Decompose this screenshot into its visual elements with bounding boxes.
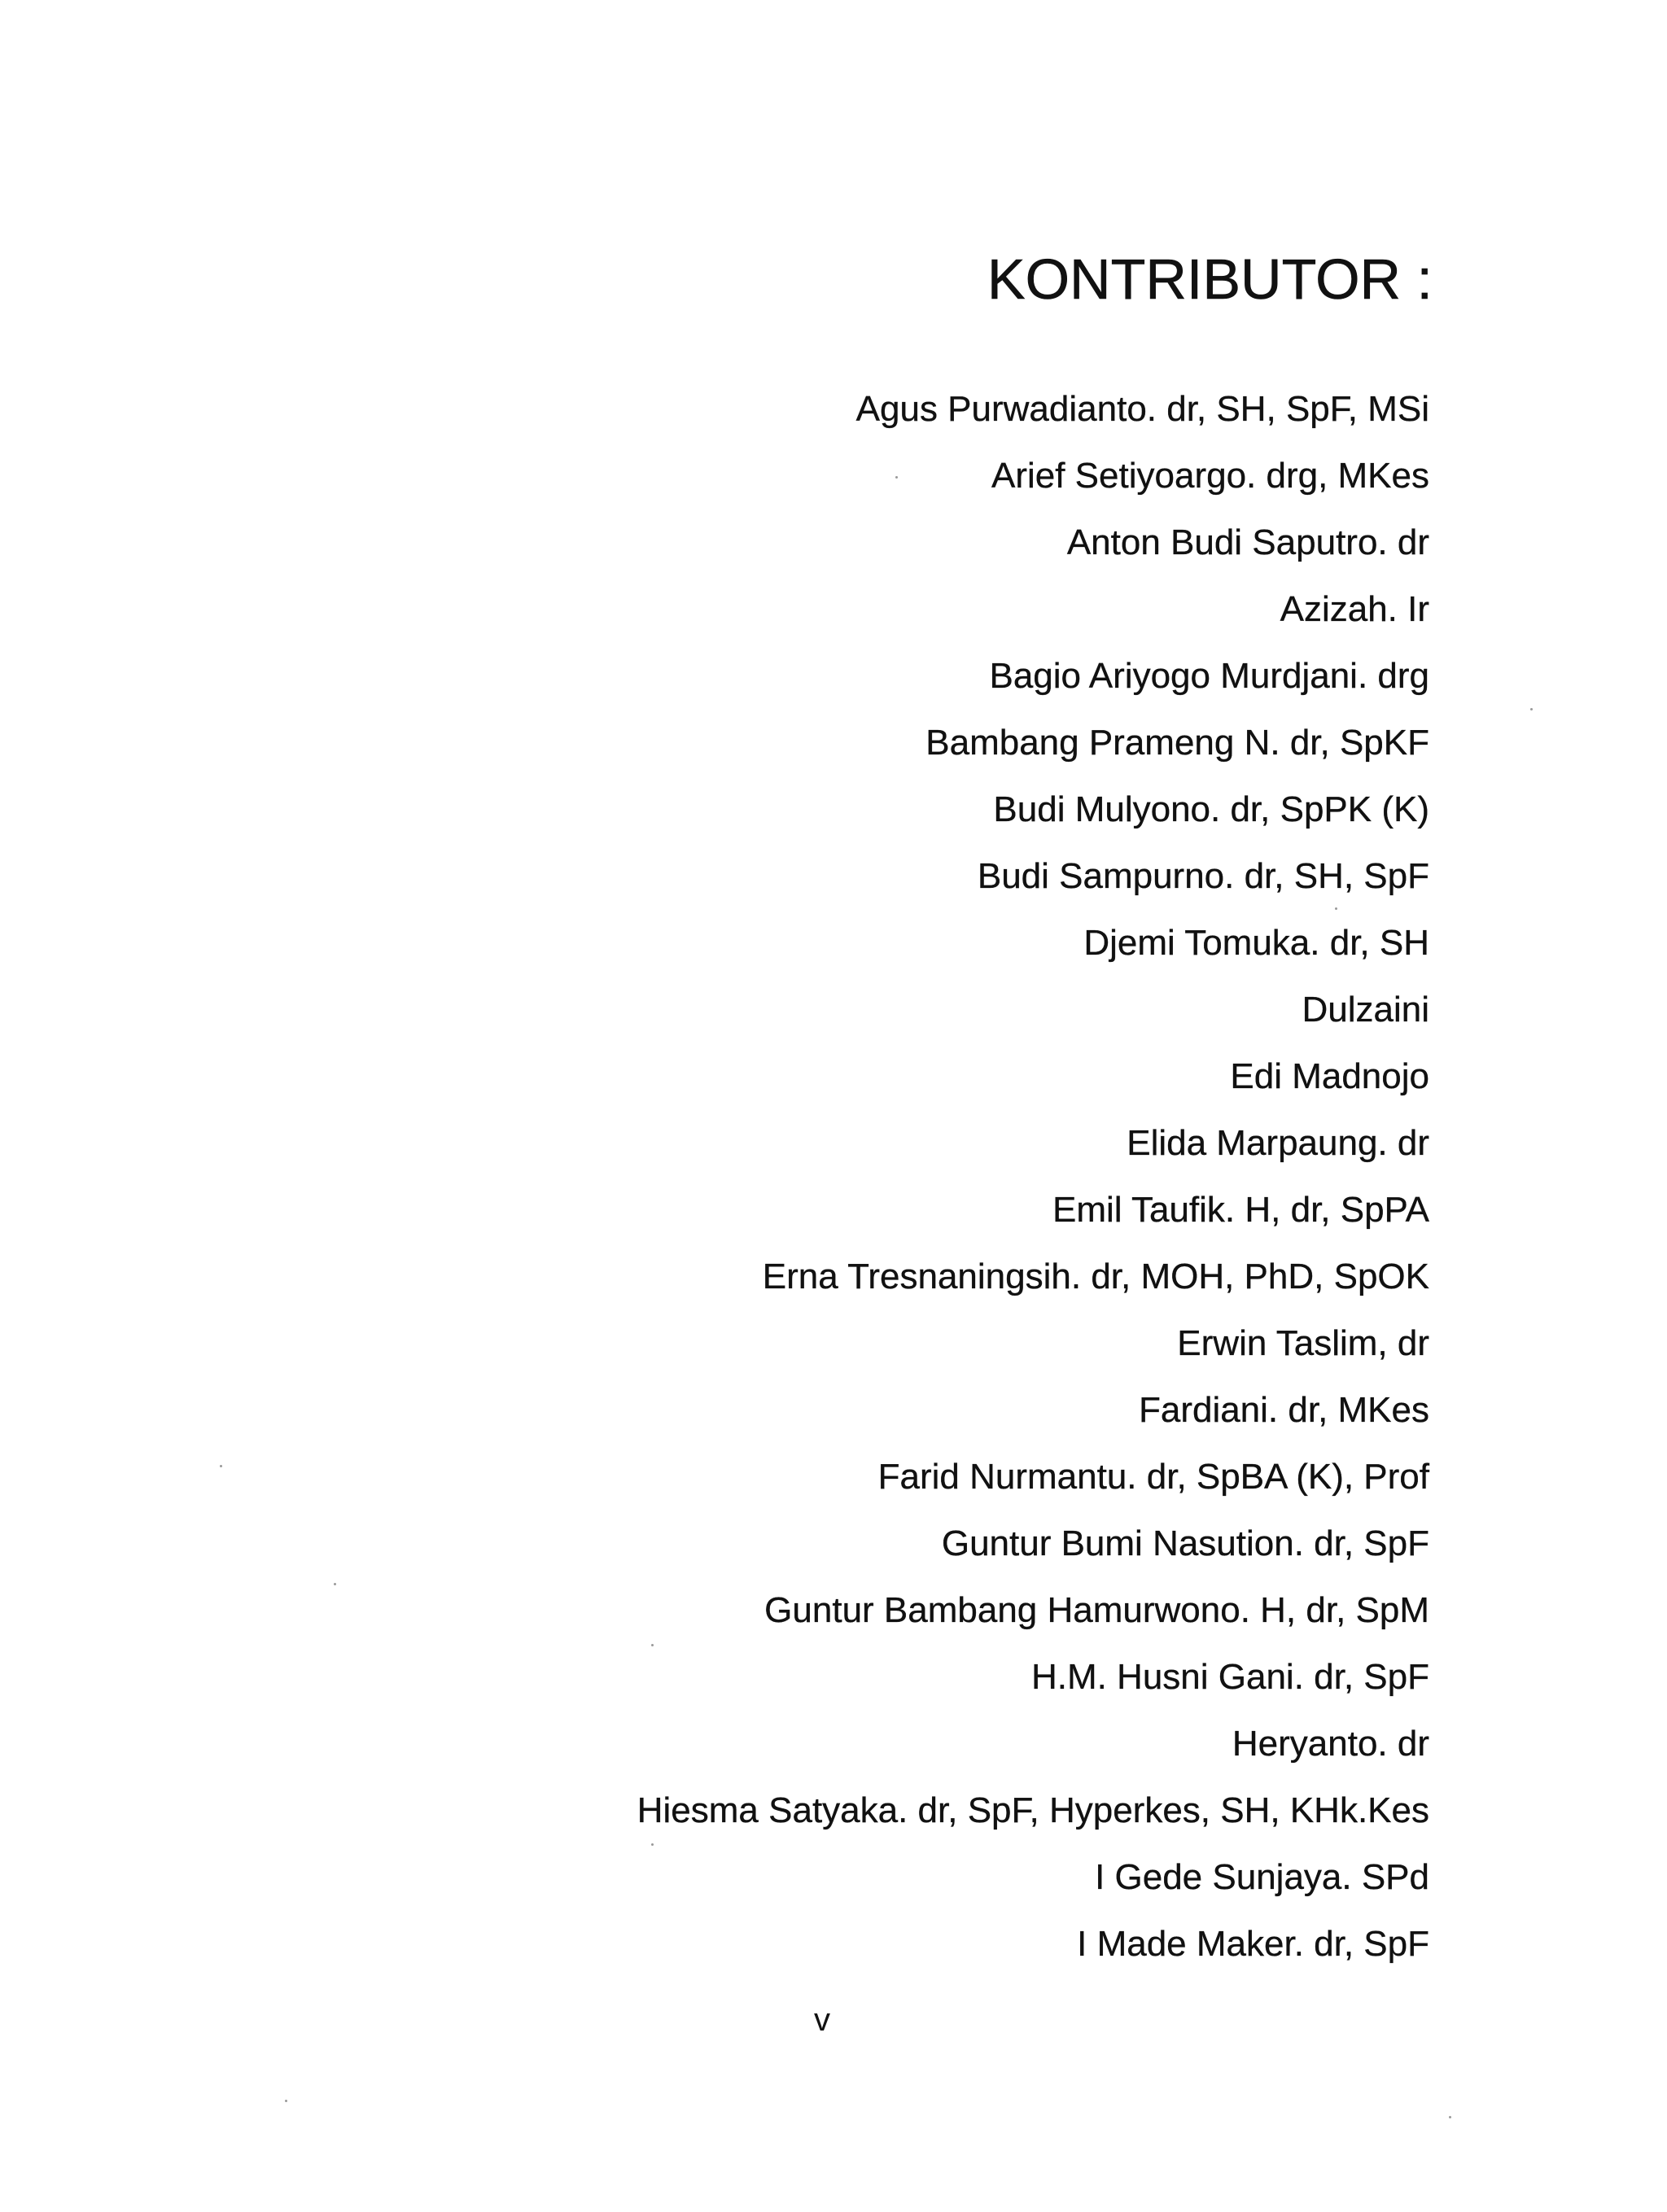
contributor-item: Bagio Ariyogo Murdjani. drg	[989, 656, 1429, 696]
scan-speck	[895, 476, 898, 479]
contributor-item: H.M. Husni Gani. dr, SpF	[1030, 1657, 1429, 1697]
contributor-item: I Gede Sunjaya. SPd	[1095, 1857, 1429, 1897]
contributor-item: Anton Budi Saputro. dr	[1066, 522, 1429, 562]
contributor-item: Budi Mulyono. dr, SpPK (K)	[993, 789, 1429, 829]
contributor-item: Erna Tresnaningsih. dr, MOH, PhD, SpOK	[762, 1257, 1429, 1296]
contributor-item: Heryanto. dr	[1232, 1724, 1429, 1764]
contributor-item: Emil Taufik. H, dr, SpPA	[1052, 1190, 1429, 1230]
scan-speck	[1335, 907, 1337, 910]
contributor-item: Fardiani. dr, MKes	[1138, 1390, 1429, 1430]
contributor-item: Dulzaini	[1302, 990, 1429, 1029]
contributor-item: Agus Purwadianto. dr, SH, SpF, MSi	[855, 389, 1429, 429]
contributor-item: Djemi Tomuka. dr, SH	[1083, 923, 1429, 963]
scan-speck	[220, 1465, 222, 1467]
contributor-item: I Made Maker. dr, SpF	[1077, 1924, 1429, 1964]
scan-speck	[1449, 2116, 1451, 2118]
scan-speck	[1530, 708, 1533, 710]
contributor-item: Hiesma Satyaka. dr, SpF, Hyperkes, SH, KHk.Kes	[637, 1790, 1429, 1830]
contributor-item: Elida Marpaung. dr	[1127, 1123, 1429, 1163]
scan-speck	[334, 1583, 336, 1585]
scan-speck	[651, 1843, 654, 1846]
contributor-list	[637, 376, 1429, 1978]
contributor-item: Guntur Bambang Hamurwono. H, dr, SpM	[764, 1590, 1429, 1630]
scan-speck	[651, 1644, 654, 1646]
contributor-item: Arief Setiyoargo. drg, MKes	[991, 456, 1429, 496]
contributor-item: Farid Nurmantu. dr, SpBA (K), Prof	[877, 1457, 1429, 1497]
contributor-item: Budi Sampurno. dr, SH, SpF	[977, 856, 1429, 896]
contributor-item: Guntur Bumi Nasution. dr, SpF	[941, 1523, 1429, 1563]
contributor-item: Edi Madnojo	[1230, 1056, 1429, 1096]
contributor-item: Erwin Taslim, dr	[1177, 1323, 1429, 1363]
page-title: KONTRIBUTOR :	[987, 247, 1433, 311]
contributor-item: Bambang Prameng N. dr, SpKF	[925, 723, 1429, 763]
scan-speck	[285, 2100, 287, 2102]
page-number: v	[814, 2002, 830, 2038]
contributor-item: Azizah. Ir	[1280, 589, 1429, 629]
